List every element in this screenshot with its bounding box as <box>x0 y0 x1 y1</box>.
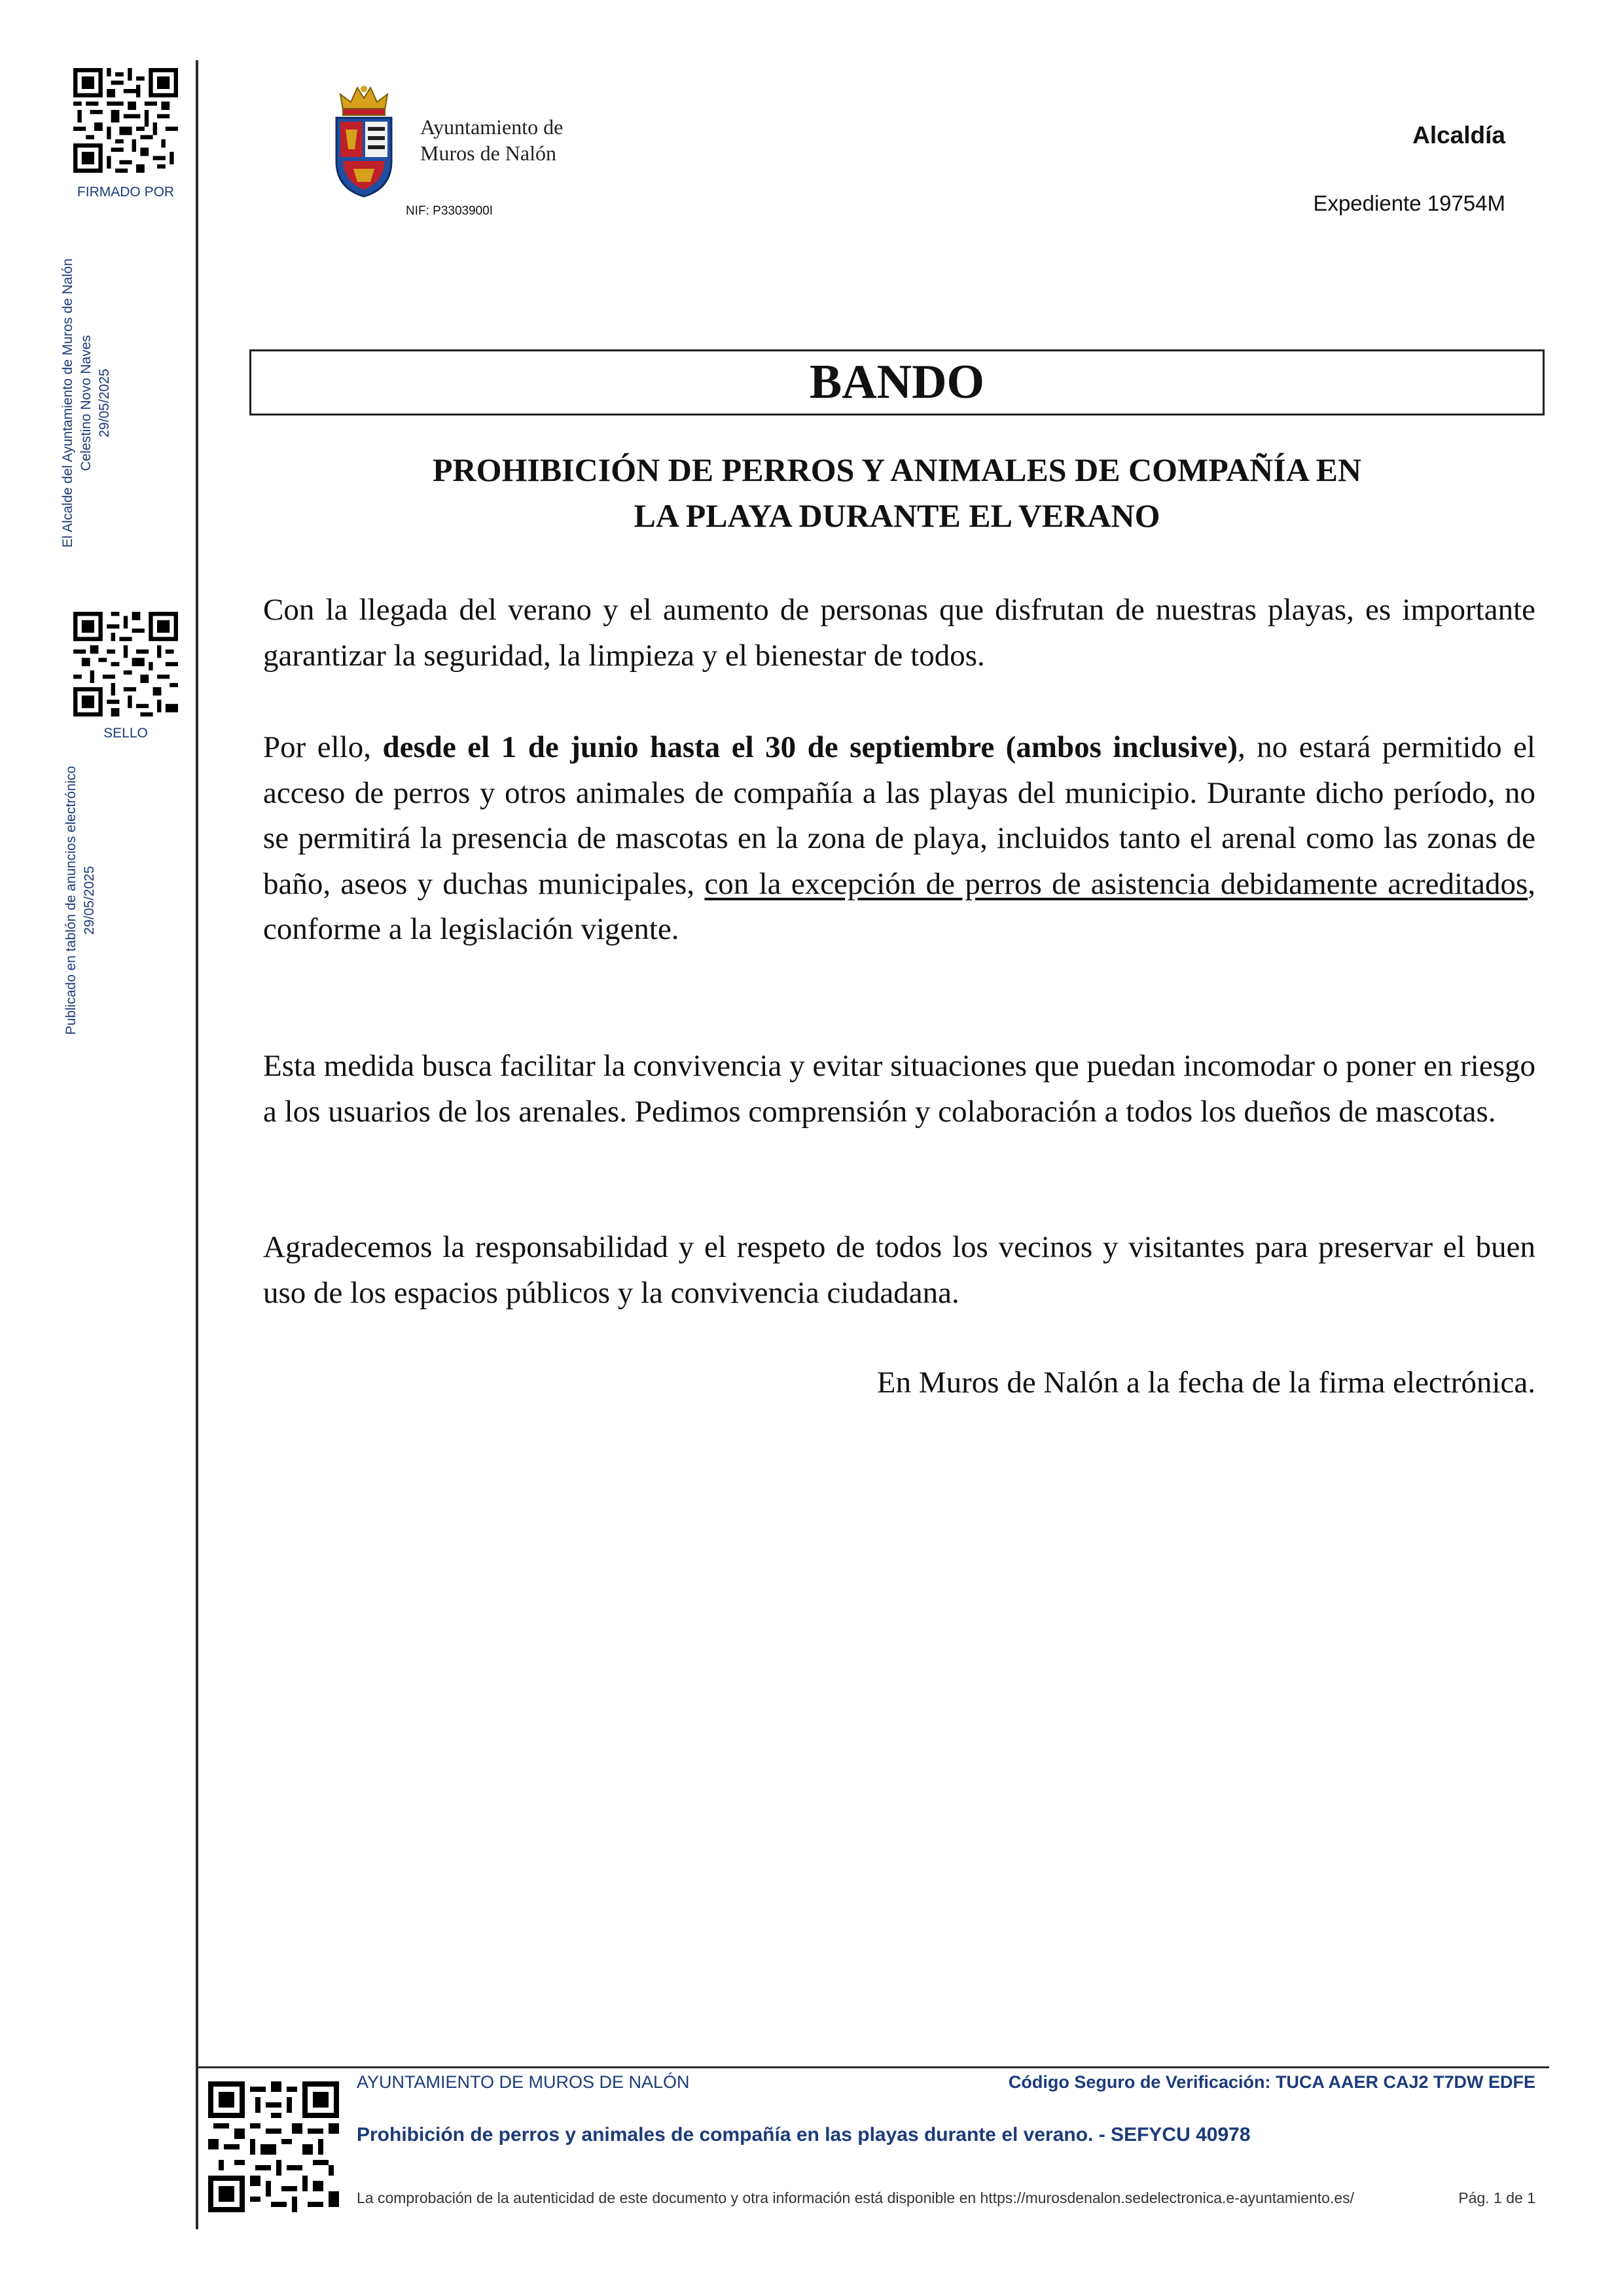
authenticity-note[interactable]: La comprobación de la autenticidad de este documento y otra información está disponible en https://murosdenalon.sedelectronica.e-ayuntamiento.es/ <box>357 2189 1355 2206</box>
paragraph-1: Con la llegada del verano y el aumento de personas que disfrutan de nuestras playas, es importante garantizar la seguridad, la limpieza y el bienestar de todos. <box>263 593 1535 673</box>
signer-name: Celestino Novo Naves <box>79 335 94 471</box>
signature-qr-code[interactable] <box>73 68 178 173</box>
seal-label: SELLO <box>103 726 148 741</box>
seal-date: 29/05/2025 <box>82 866 97 935</box>
ayuntamiento-name <box>420 114 563 166</box>
seal-description: Publicado en tablón de anuncios electrónico <box>63 766 79 1035</box>
page-number: Pág. 1 de 1 <box>1458 2189 1535 2206</box>
footer-organization: AYUNTAMIENTO DE MUROS DE NALÓN <box>357 2072 690 2092</box>
document-subtitle <box>249 447 1545 539</box>
department-label: Alcaldía <box>1412 122 1505 149</box>
subtitle-line-2: LA PLAYA DURANTE EL VERANO <box>634 497 1160 534</box>
signature-date: 29/05/2025 <box>97 368 112 438</box>
subtitle-line-1: PROHIBICIÓN DE PERROS Y ANIMALES DE COMPAÑÍA EN <box>432 451 1362 488</box>
paragraph-2 <box>263 725 1535 953</box>
prohibition-dates: desde el 1 de junio hasta el 30 de septiembre (ambos inclusive) <box>382 730 1238 764</box>
ayuntamiento-line-2: Muros de Nalón <box>420 141 556 165</box>
closing-line: En Muros de Nalón a la fecha de la firma electrónica. <box>876 1366 1535 1400</box>
signer-title: El Alcalde del Ayuntamiento de Muros de Nalón <box>60 258 75 548</box>
paragraph-4: Agradecemos la responsabilidad y el respeto de todos los vecinos y visitantes para preservar el buen uso de los espacios públicos y la convivencia ciudadana. <box>263 1230 1535 1310</box>
footer-rule <box>196 2066 1549 2068</box>
paragraph-3: Esta medida busca facilitar la convivencia y evitar situaciones que puedan incomodar o poner en riesgo a los usuarios de los arenales. Pedimos comprensión y colaboración a todos los dueños de mascotas. <box>263 1049 1535 1129</box>
paragraph-2-end: , conforme a la legislación vigente. <box>263 866 1536 946</box>
municipal-crest-logo <box>334 84 394 198</box>
ayuntamiento-line-1: Ayuntamiento de <box>420 115 564 139</box>
seal-info <box>62 717 115 1084</box>
signed-by-label: FIRMADO POR <box>77 185 175 200</box>
paragraph-2-middle: , no estará permitido el acceso de perros y otros animales de compañía a las playas del municipio. Durante dicho período, no se permitirá la presencia de mascotas en la zona de playa, incluidos tanto el arenal como las zonas de baño, aseos y duchas municipales, <box>263 730 1535 901</box>
assistance-dog-exception: con la excepción de perros de asistencia debidamente acreditados <box>704 866 1528 901</box>
left-margin-rule <box>196 60 198 2229</box>
footer-document-title: Prohibición de perros y animales de compañía en las playas durante el verano. - SEFYCU 40978 <box>357 2124 1251 2146</box>
verification-code: Código Seguro de Verificación: TUCA AAER CAJ2 T7DW EDFE <box>1008 2072 1535 2092</box>
seal-qr-code[interactable] <box>73 612 178 716</box>
paragraph-2-start: Por ello, <box>263 730 383 764</box>
verification-qr-code[interactable] <box>208 2081 339 2212</box>
nif-code: NIF: P3303900I <box>406 204 493 218</box>
document-title: BANDO <box>809 355 985 409</box>
signer-info <box>59 207 131 599</box>
expediente-number: Expediente 19754M <box>1313 191 1505 215</box>
